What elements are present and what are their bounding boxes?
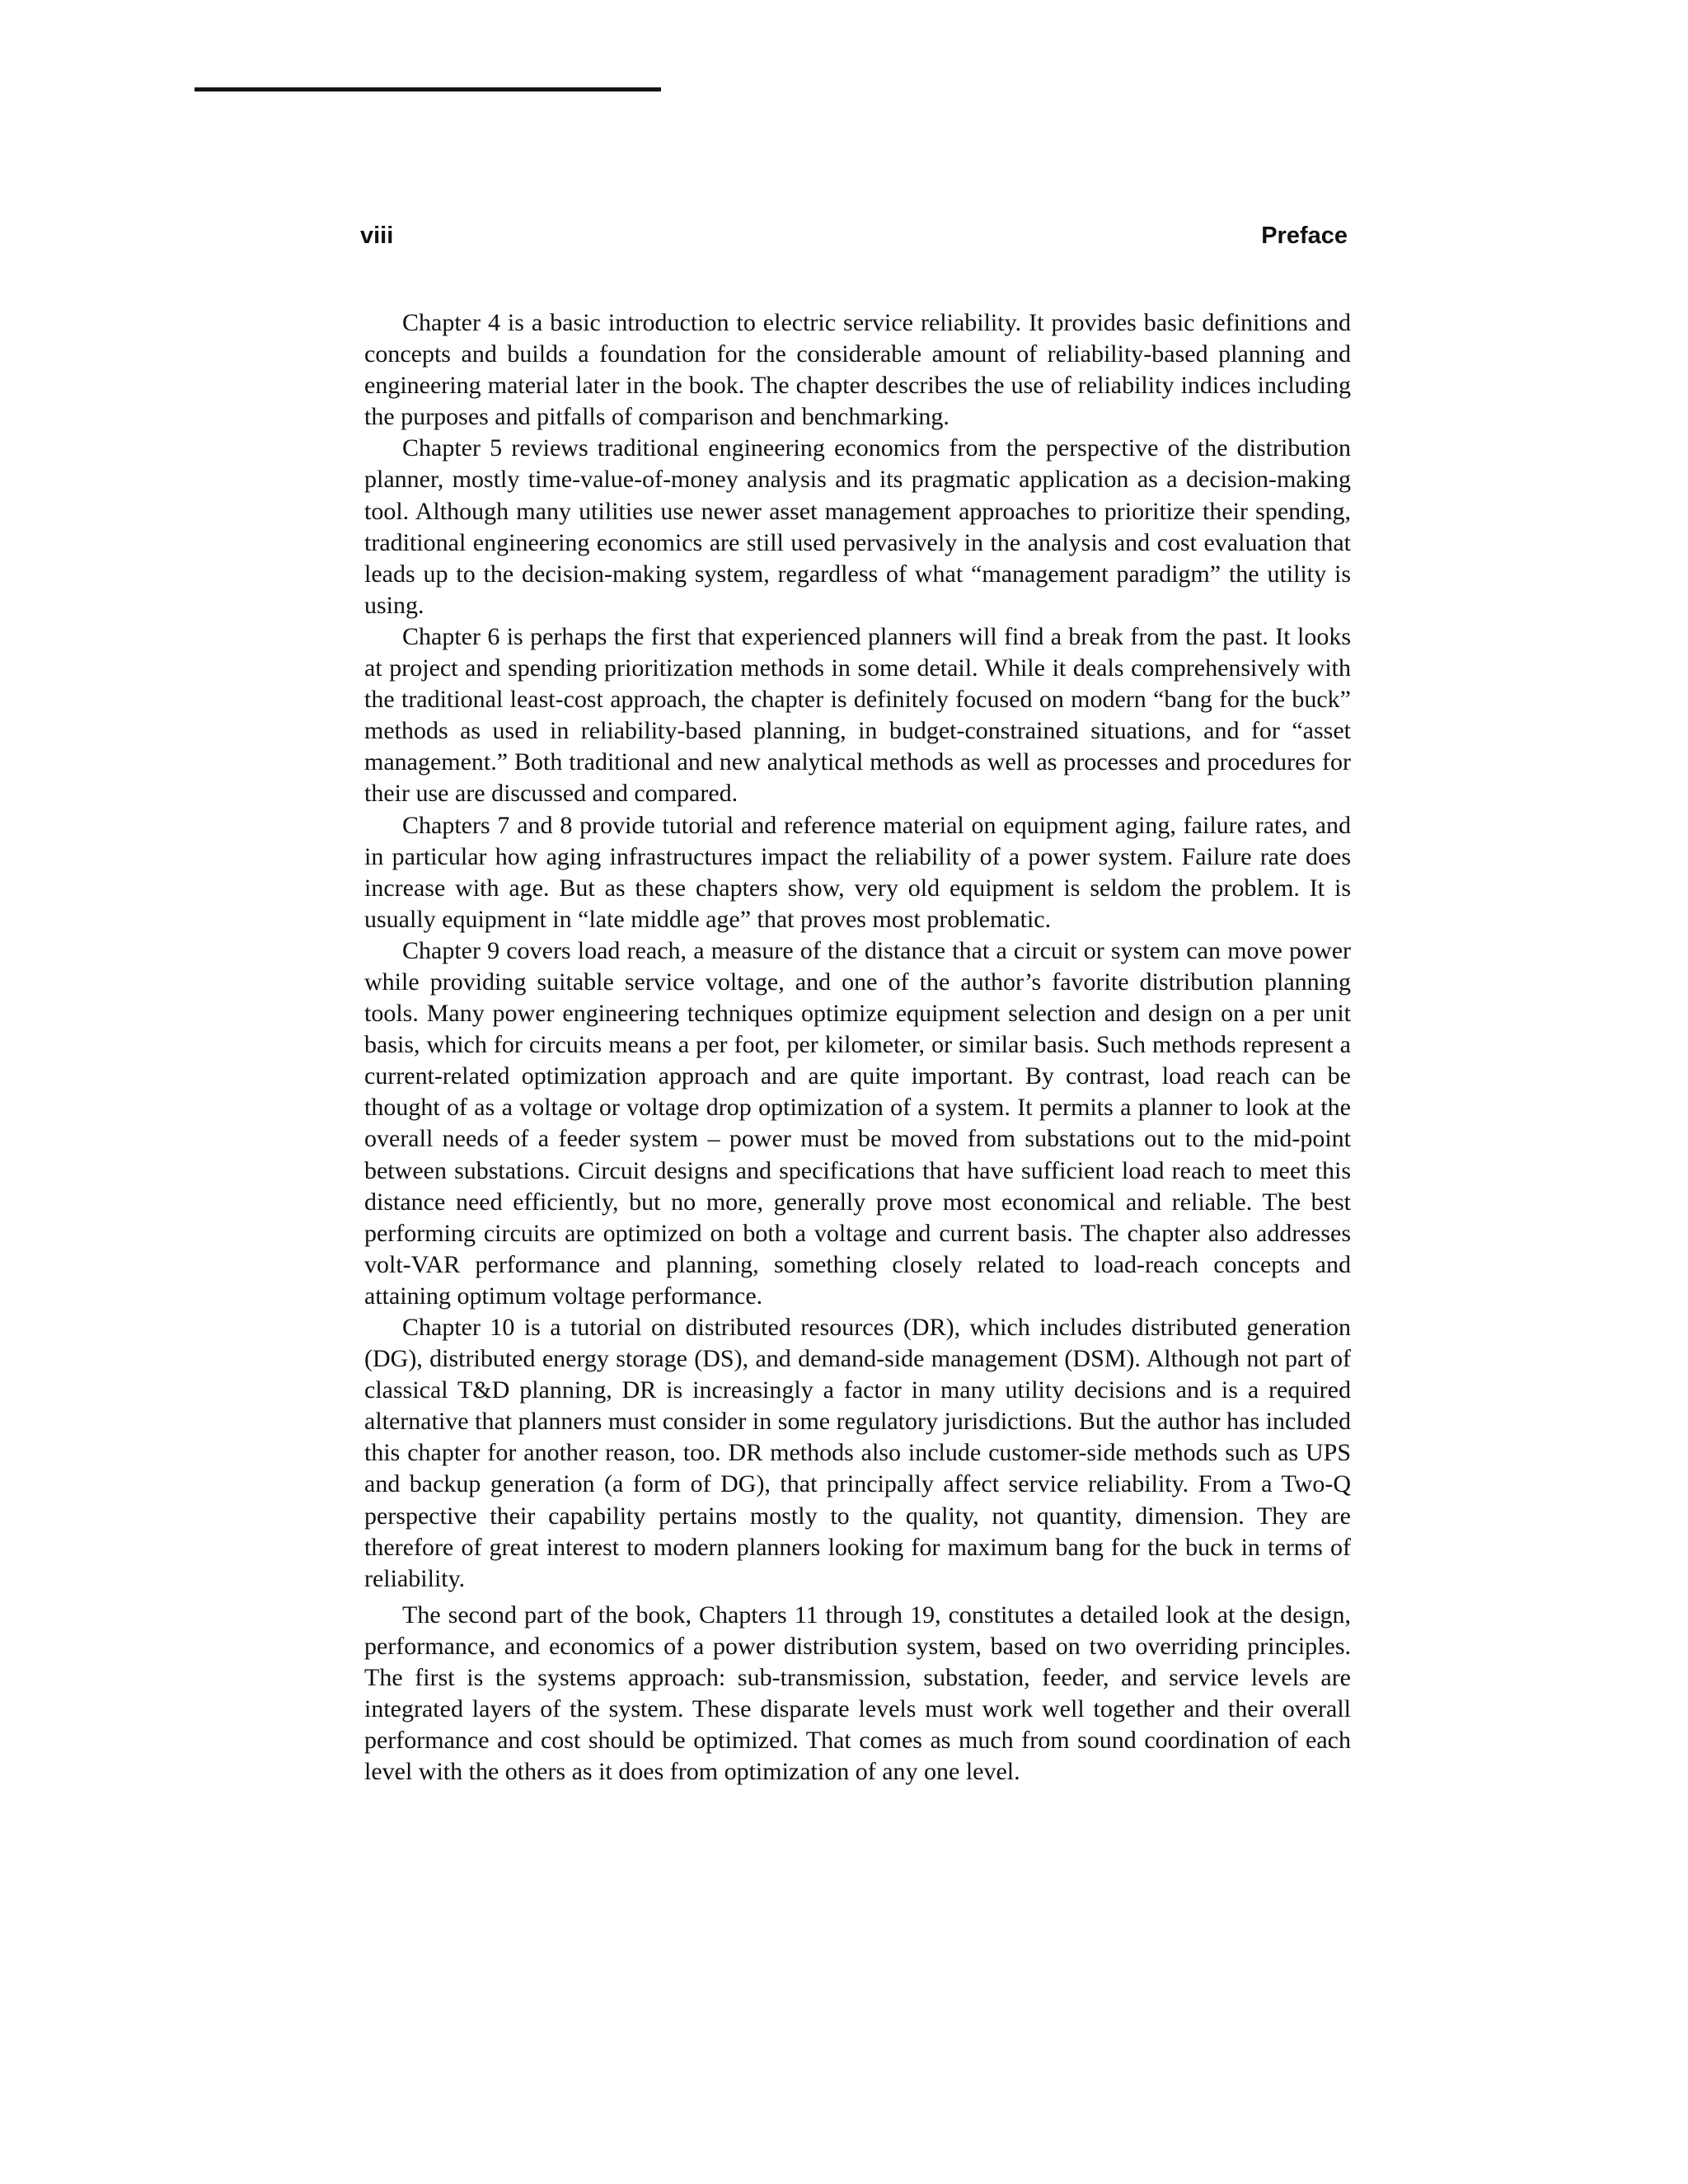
paragraph-chapter-9: Chapter 9 covers load reach, a measure of the distance that a circuit or system can move power while providing suitable service voltage, and one of the author’s favorite distribution planning tools. Many power engineering techniques optimize equipment selection and design on a per unit basis, which for circuits means a per foot, per kilometer, or similar basis. Such methods represent a current-related optimization approach and are quite important. By contrast, load reach can be thought of as a voltage or voltage drop optimization of a system. It permits a planner to look at the overall needs of a feeder system – power must be moved from substations out to the mid-point between substations. Circuit designs and specifications that have sufficient load reach to meet this distance need efficiently, but no more, generally prove most economical and reliable. The best performing circuits are optimized on both a voltage and current basis. The chapter also addresses volt-VAR performance and planning, something closely related to load-reach concepts and attaining optimum voltage performance. (364, 936, 1351, 1310)
top-rule (195, 87, 661, 91)
paragraph-chapters-7-8: Chapters 7 and 8 provide tutorial and reference material on equipment aging, failure rates, and in particular how aging infrastructures impact the reliability of a power system. Failure rate does increase with age. But as these chapters show, very old equipment is seldom the problem. It is usually equipment in “late middle age” that proves most problematic. (364, 811, 1351, 933)
page-number: viii (360, 223, 394, 249)
body-text (364, 307, 1351, 1788)
paragraph-chapter-4: Chapter 4 is a basic introduction to electric service reliability. It provides basic definitions and concepts and builds a foundation for the considerable amount of reliability-based planning and engineering material later in the book. The chapter describes the use of reliability indices including the purposes and pitfalls of comparison and benchmarking. (364, 309, 1351, 431)
section-title: Preface (1261, 223, 1348, 249)
paragraph-chapter-6: Chapter 6 is perhaps the first that experienced planners will find a break from the past. It looks at project and spending prioritization methods in some detail. While it deals comprehensively with the traditional least-cost approach, the chapter is definitely focused on modern “bang for the buck” methods as used in reliability-based planning, in budget-constrained situations, and for “asset management.” Both traditional and new analytical methods as well as processes and procedures for their use are discussed and compared. (364, 622, 1351, 808)
paragraph-chapter-10: Chapter 10 is a tutorial on distributed resources (DR), which includes distributed generation (DG), distributed energy storage (DS), and demand-side management (DSM). Although not part of classical T&D planning, DR is increasingly a factor in many utility decisions and is a required alternative that planners must consider in some regulatory jurisdictions. But the author has included this chapter for another reason, too. DR methods also include customer-side methods such as UPS and backup generation (a form of DG), that principally affect service reliability. From a Two-Q perspective their capability pertains mostly to the quality, not quantity, dimension. They are therefore of great interest to modern planners looking for maximum bang for the buck in terms of reliability. (364, 1314, 1351, 1592)
paragraph-chapter-5: Chapter 5 reviews traditional engineering economics from the perspective of the distribution planner, mostly time-value-of-money analysis and its pragmatic application as a decision-making tool. Although many utilities use newer asset management approaches to prioritize their spending, traditional engineering economics are still used pervasively in the analysis and cost evaluation that leads up to the decision-making system, regardless of what “management paradigm” the utility is using. (364, 434, 1351, 619)
running-head (360, 223, 1348, 255)
paragraph-second-part: The second part of the book, Chapters 11 through 19, constitutes a detailed look at the design, performance, and economics of a power distribution system, based on two overriding principles. The first is the systems approach: sub-transmission, substation, feeder, and service levels are integrated layers of the system. These disparate levels must work well together and their overall performance and cost should be optimized. That comes as much from sound coordination of each level with the others as it does from optimization of any one level. (364, 1601, 1351, 1786)
